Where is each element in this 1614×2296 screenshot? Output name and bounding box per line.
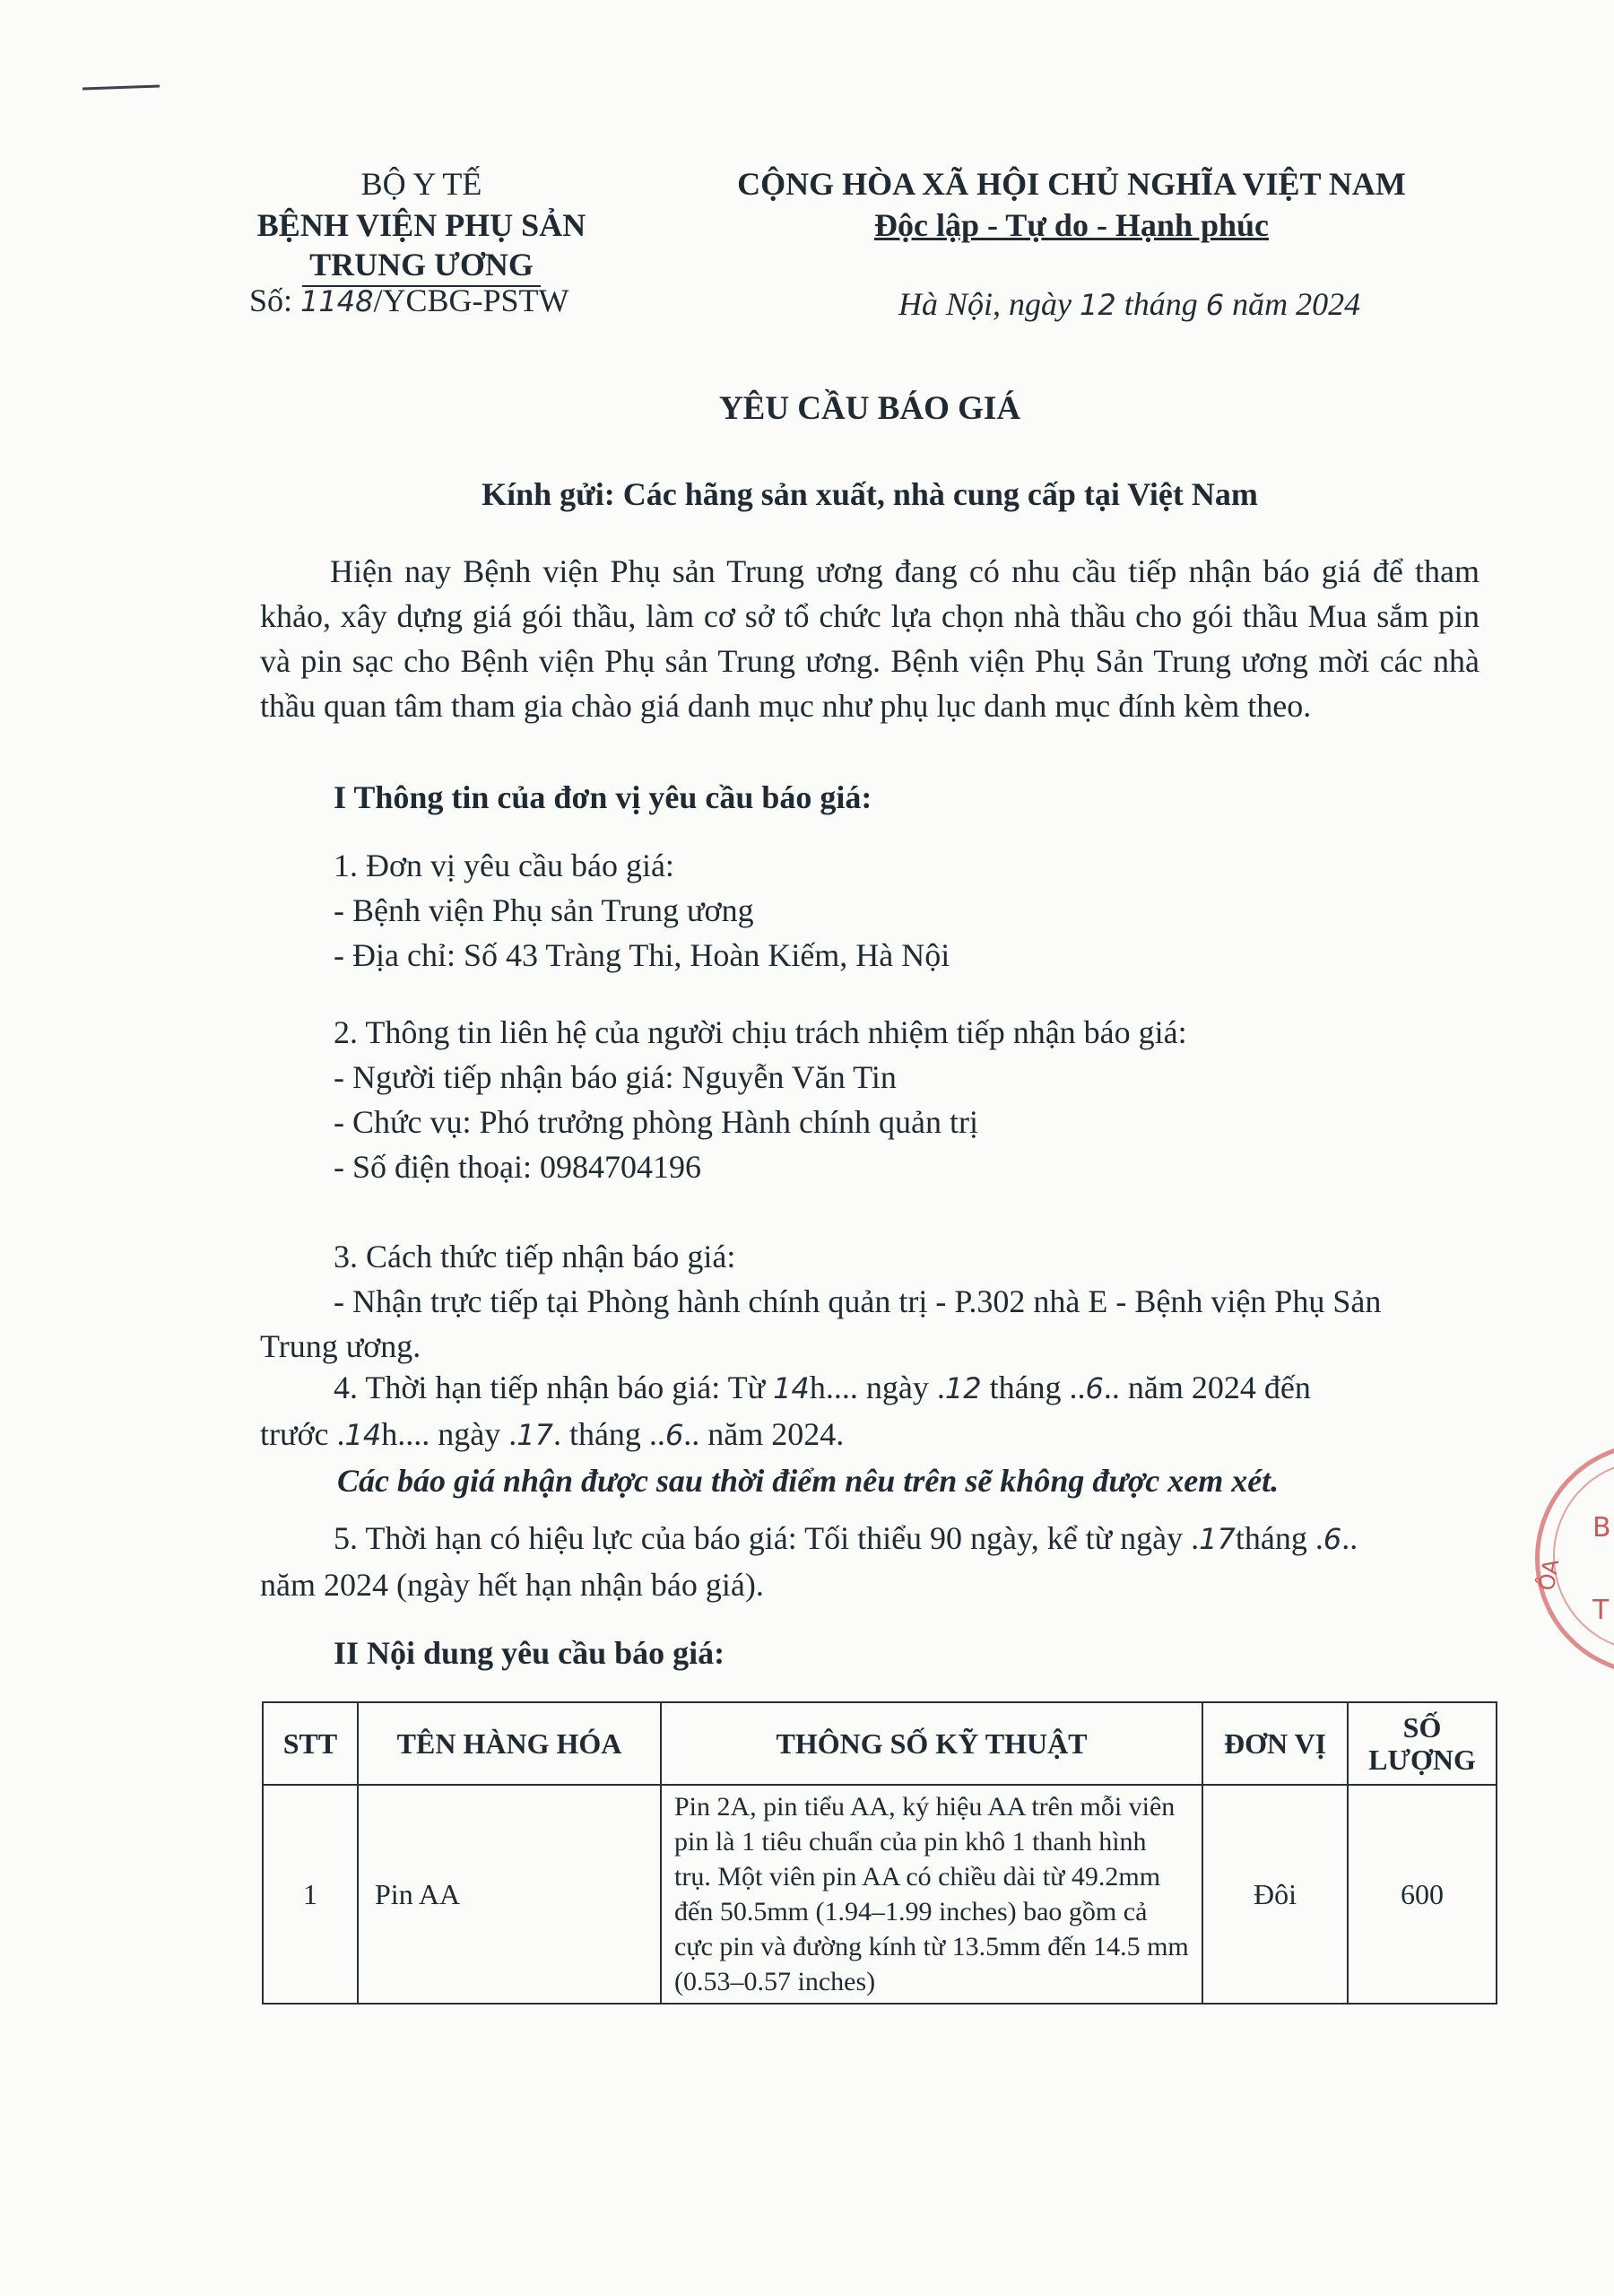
item1-line2: - Địa chỉ: Số 43 Tràng Thi, Hoàn Kiếm, Hà Nội — [334, 937, 950, 973]
section1-item1 — [334, 843, 950, 978]
item3-title: 3. Cách thức tiếp nhận báo giá: — [334, 1239, 736, 1274]
item4-text-a: 4. Thời hạn tiếp nhận báo giá: Từ — [334, 1370, 774, 1405]
doc-handwritten-number: 1148 — [300, 284, 374, 318]
item5-month: 6 — [1323, 1522, 1342, 1556]
item3-line1a: - Nhận trực tiếp tại Phòng hành chính quản trị - P.302 nhà E - Bệnh viện Phụ Sản — [334, 1283, 1382, 1319]
item5-text-b: tháng . — [1235, 1520, 1323, 1556]
date-place: Hà Nội, ngày — [898, 286, 1080, 322]
row-unit: Đôi — [1202, 1785, 1348, 2004]
table-row — [263, 1785, 1497, 2004]
date-year: năm 2024 — [1224, 286, 1361, 322]
date-line — [898, 283, 1360, 326]
ministry-name: BỘ Y TẾ — [360, 166, 482, 202]
motto — [708, 204, 1435, 246]
row-specification: Pin 2A, pin tiểu AA, ký hiệu AA trên mỗi viên pin là 1 tiêu chuẩn của pin khô 1 thanh hình trụ. Một viên pin AA có chiều dài từ 49.2mm đến 50.5mm (1.94–1.99 inches) bao gồm cả cực pin và đường kính từ 13.5mm đến 14.5 mm (0.53–0.57 inches) — [661, 1785, 1202, 2004]
stamp-letter-3: T — [1592, 1595, 1610, 1626]
motto-text: Độc lập - Tự do - Hạnh phúc — [873, 207, 1270, 243]
item2-line3: - Số điện thoại: 0984704196 — [334, 1149, 701, 1185]
item5-line1 — [334, 1516, 1358, 1561]
item4-text-d: .. năm 2024 đến — [1103, 1370, 1311, 1405]
item2-title: 2. Thông tin liên hệ của người chịu trách nhiệm tiếp nhận báo giá: — [334, 1014, 1187, 1050]
section1-item2 — [334, 1010, 1187, 1189]
item3-line1b: Trung ương. — [260, 1328, 421, 1364]
col-item-name: TÊN HÀNG HÓA — [358, 1702, 661, 1785]
intro-paragraph: Hiện nay Bệnh viện Phụ sản Trung ương đang có nhu cầu tiếp nhận báo giá để tham khảo, xây dựng giá gói thầu, làm cơ sở tổ chức lựa chọn nhà thầu cho gói thầu Mua sắm pin và pin sạc cho Bệnh viện Phụ sản Trung ương. Bệnh viện Phụ Sản Trung ương mời các nhà thầu quan tâm tham gia chào giá danh mục như phụ lục danh mục đính kèm theo. — [260, 553, 1480, 724]
salutation: Kính gửi: Các hãng sản xuất, nhà cung cấp tại Việt Nam — [482, 476, 1258, 512]
item5-text-a: 5. Thời hạn có hiệu lực của báo giá: Tối thiểu 90 ngày, kể từ ngày . — [334, 1520, 1200, 1556]
item2-line1: - Người tiếp nhận báo giá: Nguyễn Văn Tin — [334, 1059, 897, 1095]
hospital-name-line1: BỆNH VIỆN PHỤ SẢN — [256, 207, 586, 243]
table-header-row — [263, 1702, 1497, 1785]
col-quantity-line2: LƯỢNG — [1368, 1744, 1476, 1776]
item4-day-end: 17 — [516, 1418, 553, 1452]
item4-text-f: h.... ngày . — [381, 1416, 517, 1452]
doc-prefix: Số: — [249, 283, 301, 318]
country-name: CỘNG HÒA XÃ HỘI CHỦ NGHĨA VIỆT NAM — [737, 166, 1406, 202]
row-stt: 1 — [263, 1785, 358, 2004]
document-title: YÊU CẦU BÁO GIÁ — [718, 390, 1021, 427]
header-left — [197, 163, 646, 287]
item4-text-g: . tháng .. — [552, 1416, 665, 1452]
document-number — [249, 280, 569, 322]
item4-line2 — [260, 1412, 844, 1457]
item4-month-start: 6 — [1085, 1371, 1104, 1405]
item4-day-start: 12 — [944, 1371, 982, 1405]
item4-text-e: trước . — [260, 1416, 345, 1452]
col-unit: ĐƠN VỊ — [1202, 1702, 1348, 1785]
date-month-label: tháng — [1115, 286, 1206, 322]
item5-line2: năm 2024 (ngày hết hạn nhận báo giá). — [260, 1567, 764, 1603]
pen-mark — [82, 85, 160, 91]
col-specification: THÔNG SỐ KỸ THUẬT — [661, 1702, 1202, 1785]
stamp-letter-2: ÔA — [1533, 1557, 1565, 1593]
item4-text-b: h.... ngày . — [809, 1370, 945, 1405]
item2-line2: - Chức vụ: Phó trưởng phòng Hành chính quản trị — [334, 1104, 978, 1140]
item4-month-end: 6 — [664, 1418, 684, 1452]
item5-day: 17 — [1199, 1522, 1236, 1556]
item4-text-h: .. năm 2024. — [683, 1416, 845, 1452]
section1-heading: I Thông tin của đơn vị yêu cầu báo giá: — [334, 779, 872, 815]
header-right — [708, 163, 1435, 246]
items-table — [262, 1701, 1497, 2005]
hospital-name-line2-text: TRUNG ƯƠNG — [302, 246, 541, 287]
item1-line1: - Bệnh viện Phụ sản Trung ương — [334, 892, 754, 928]
item4-hour-end: 14 — [344, 1418, 382, 1452]
col-stt: STT — [263, 1702, 358, 1785]
date-day: 12 — [1080, 288, 1116, 322]
date-month: 6 — [1205, 288, 1225, 322]
col-quantity — [1348, 1702, 1497, 1785]
item4-text-c: tháng .. — [981, 1370, 1086, 1405]
item5-text-c: .. — [1341, 1520, 1358, 1556]
item4-line1 — [334, 1365, 1480, 1411]
item4-hour-start: 14 — [773, 1371, 810, 1405]
row-item-name: Pin AA — [358, 1785, 661, 2004]
section2-heading: II Nội dung yêu cầu báo giá: — [334, 1635, 725, 1671]
stamp-letter-1: B — [1592, 1512, 1611, 1544]
item1-title: 1. Đơn vị yêu cầu báo giá: — [334, 848, 674, 883]
doc-suffix: /YCBG-PSTW — [373, 283, 569, 318]
col-quantity-line1: SỐ — [1402, 1711, 1442, 1744]
late-submission-note: Các báo giá nhận được sau thời điểm nêu trên sẽ không được xem xét. — [337, 1463, 1280, 1499]
row-quantity: 600 — [1348, 1785, 1497, 2004]
